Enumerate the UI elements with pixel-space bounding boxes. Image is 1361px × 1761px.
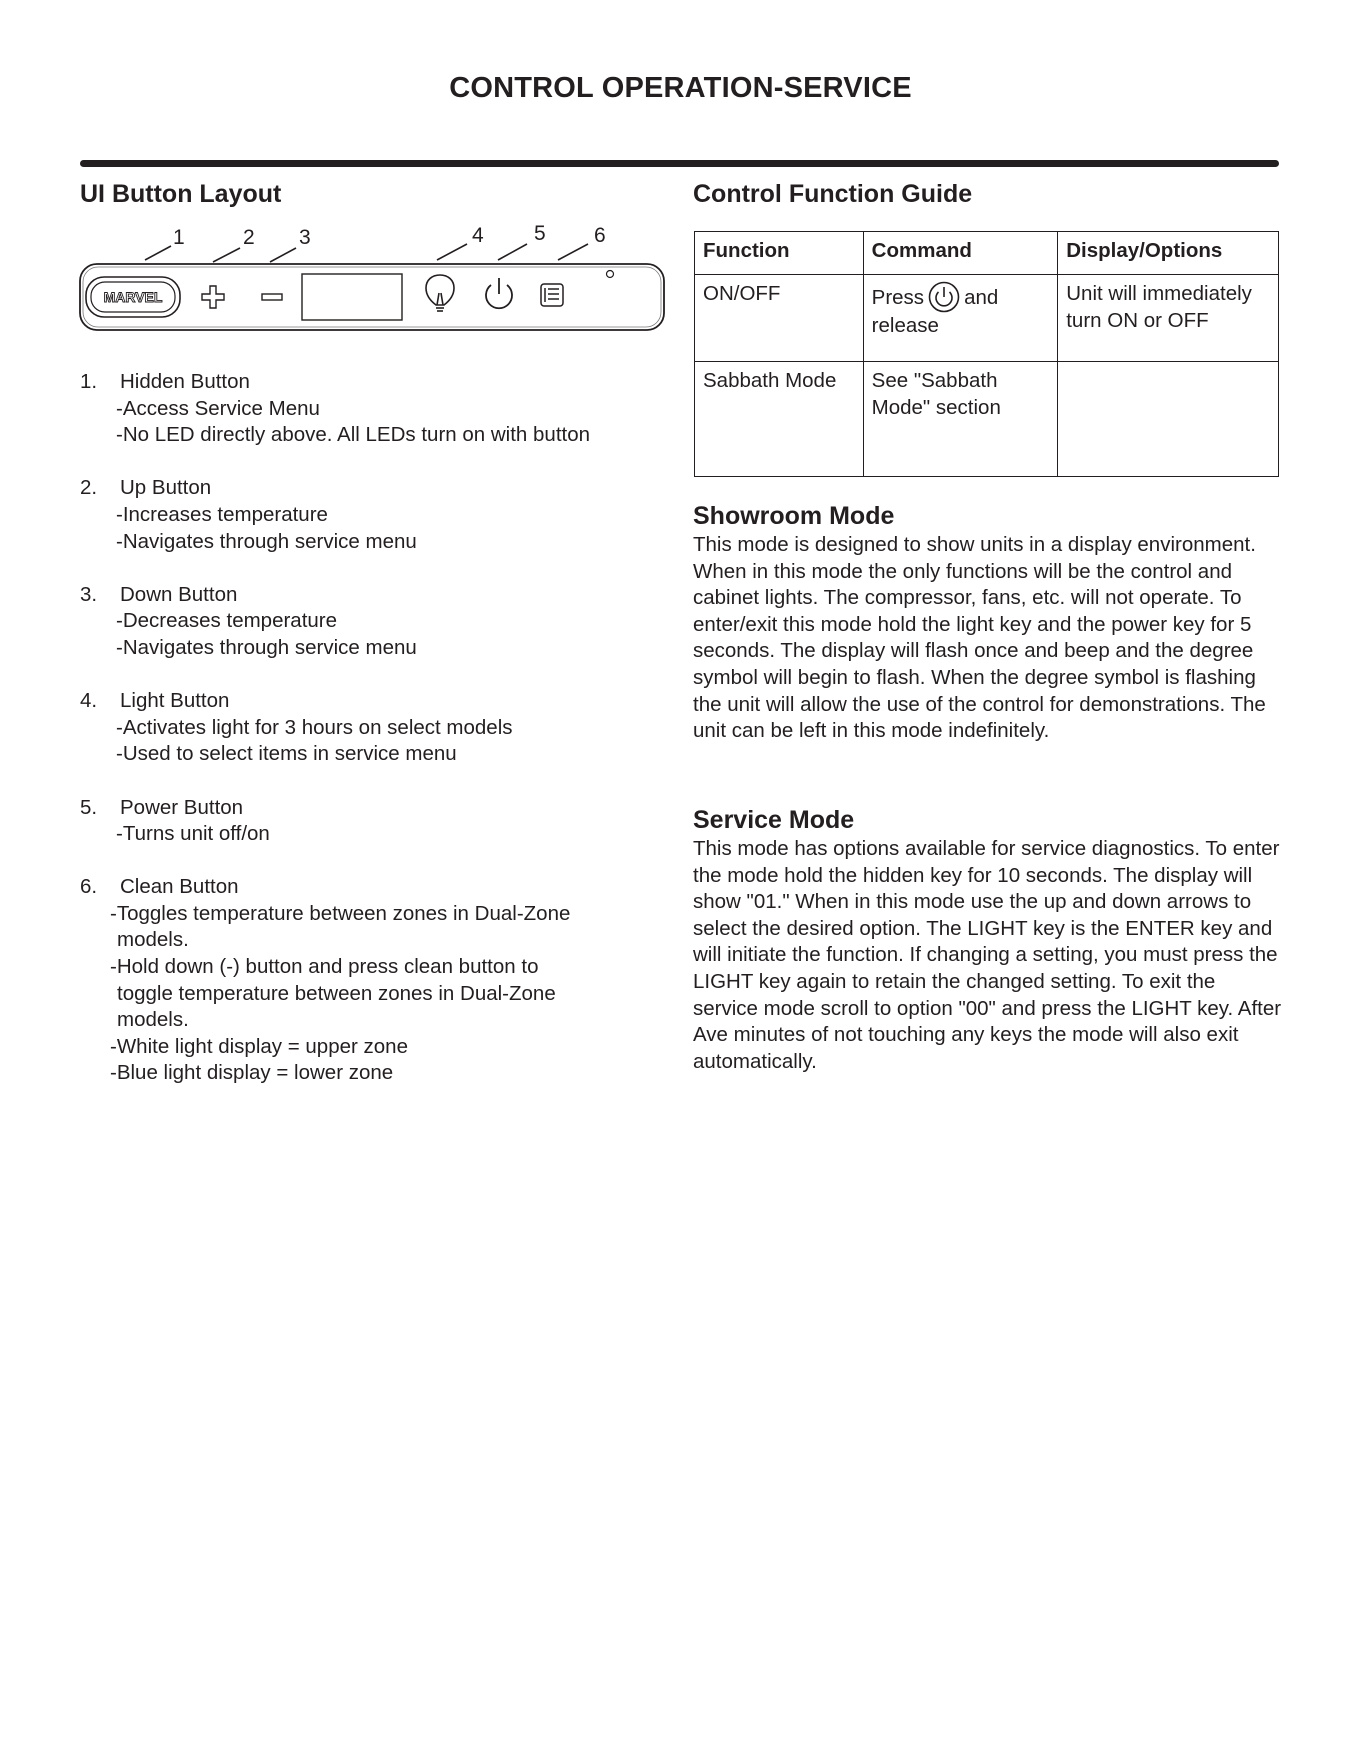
callout-number: 4 xyxy=(472,224,484,247)
callout-number: 1 xyxy=(173,226,185,249)
function-guide-heading: Control Function Guide xyxy=(693,180,973,208)
callout-leader xyxy=(498,244,527,260)
callout-number: 5 xyxy=(534,222,546,245)
callout-leader xyxy=(558,244,588,260)
list-item xyxy=(80,688,680,768)
item-detail: -White light display = upper zone xyxy=(110,1034,408,1058)
detail-line: toggle temperature between zones in Dual-Zone xyxy=(117,981,556,1005)
item-title: Down Button xyxy=(120,582,238,606)
item-number: 4. xyxy=(80,689,98,713)
item-number: 2. xyxy=(80,476,98,500)
header-divider xyxy=(80,160,1279,167)
callout-number: 2 xyxy=(243,226,255,249)
item-detail xyxy=(80,954,680,1034)
callout-number: 6 xyxy=(594,224,606,247)
table-cell: ON/OFF xyxy=(695,275,864,362)
callout-leader xyxy=(213,248,240,262)
table-row xyxy=(695,362,1279,477)
showroom-mode-section xyxy=(693,501,1283,745)
detail-line: -Toggles temperature between zones in Dual-Zone xyxy=(110,901,571,925)
panel-inner-outline xyxy=(83,267,661,327)
item-detail: -Decreases temperature xyxy=(116,609,338,633)
callout-leader xyxy=(270,248,296,262)
control-panel-diagram xyxy=(70,222,680,342)
list-item xyxy=(80,369,680,449)
table-cell xyxy=(863,275,1058,362)
ui-layout-heading: UI Button Layout xyxy=(80,180,282,208)
item-number: 1. xyxy=(80,370,98,393)
callout-number: 3 xyxy=(299,226,311,249)
function-guide-table xyxy=(694,231,1279,477)
item-title: Hidden Button xyxy=(120,370,250,393)
list-item xyxy=(80,795,680,848)
item-title: Clean Button xyxy=(120,875,239,899)
item-detail: -Navigates through service menu xyxy=(116,529,417,553)
command-text: and xyxy=(964,286,999,309)
command-text: Press xyxy=(871,286,925,309)
power-icon xyxy=(928,281,960,313)
power-icon xyxy=(486,278,512,308)
command-text: release xyxy=(871,314,939,337)
callout-leader xyxy=(145,246,171,260)
callout-leader xyxy=(437,244,467,260)
column-header: Function xyxy=(695,232,864,275)
item-title: Light Button xyxy=(120,689,230,713)
item-detail: -No LED directly above. All LEDs turn on with button xyxy=(116,423,591,447)
list-item xyxy=(80,475,680,555)
item-detail: -Blue light display = lower zone xyxy=(110,1061,394,1085)
button-description-list xyxy=(80,369,680,1114)
section-paragraph: This mode has options available for service diagnostics. To enter the mode hold the hidden key for 10 seconds. The display will show "01." When in this mode use the up and down arrows to select the desired option. The LIGHT key is the ENTER key and will initiate the function. If changing a setting, you must press the LIGHT key again to retain the changed setting. To exit the service mode scroll to option "00" and press the LIGHT key. After Ave minutes of not touching any keys the mode will also exit automatically. xyxy=(693,837,1282,1073)
item-detail: -Turns unit off/on xyxy=(116,822,270,846)
item-detail: -Increases temperature xyxy=(116,502,328,526)
section-heading: Showroom Mode xyxy=(693,502,895,530)
service-mode-section xyxy=(693,805,1283,1075)
item-detail: -Activates light for 3 hours on select models xyxy=(116,715,513,739)
panel-drawing xyxy=(70,222,680,342)
bulb-icon xyxy=(426,275,454,311)
detail-line: -Hold down (-) button and press clean button to xyxy=(110,955,539,979)
item-detail: -Used to select items in service menu xyxy=(116,742,457,766)
item-detail xyxy=(80,901,680,954)
item-detail: -Navigates through service menu xyxy=(116,635,417,659)
logo-text: MARVEL xyxy=(103,289,163,305)
column-header: Command xyxy=(863,232,1058,275)
table-cell: Unit will immediately turn ON or OFF xyxy=(1058,275,1279,362)
plus-icon xyxy=(202,286,224,308)
table-cell: Sabbath Mode xyxy=(695,362,864,477)
detail-line: models. xyxy=(117,928,189,952)
table-cell: See "Sabbath Mode" section xyxy=(863,362,1058,477)
section-heading: Service Mode xyxy=(693,806,855,834)
clean-icon xyxy=(541,284,563,306)
item-number: 6. xyxy=(80,875,98,899)
section-paragraph: This mode is designed to show units in a display environment. When in this mode the only functions will be the control and cabinet lights. The compressor, fans, etc. will not operate. To enter/exit this mode hold the light key and the power key for 5 seconds. The display will flash once and beep and the degree symbol will begin to flash. When the degree symbol is flashing the unit will allow the use of the control for demonstrations. The unit can be left in this mode indefinitely. xyxy=(693,533,1266,743)
column-header: Display/Options xyxy=(1058,232,1279,275)
table-header-row xyxy=(695,232,1279,275)
item-number: 5. xyxy=(80,795,98,819)
list-item xyxy=(80,582,680,662)
minus-icon xyxy=(262,294,282,300)
table-row xyxy=(695,275,1279,362)
item-number: 3. xyxy=(80,582,98,606)
display-window xyxy=(302,274,402,320)
indicator-led xyxy=(607,271,614,278)
detail-line: models. xyxy=(117,1008,189,1032)
item-title: Power Button xyxy=(120,795,244,819)
page-title: CONTROL OPERATION-SERVICE xyxy=(449,72,912,104)
item-title: Up Button xyxy=(120,476,212,500)
table-cell xyxy=(1058,362,1279,477)
item-detail: -Access Service Menu xyxy=(116,396,320,420)
list-item xyxy=(80,874,680,1087)
